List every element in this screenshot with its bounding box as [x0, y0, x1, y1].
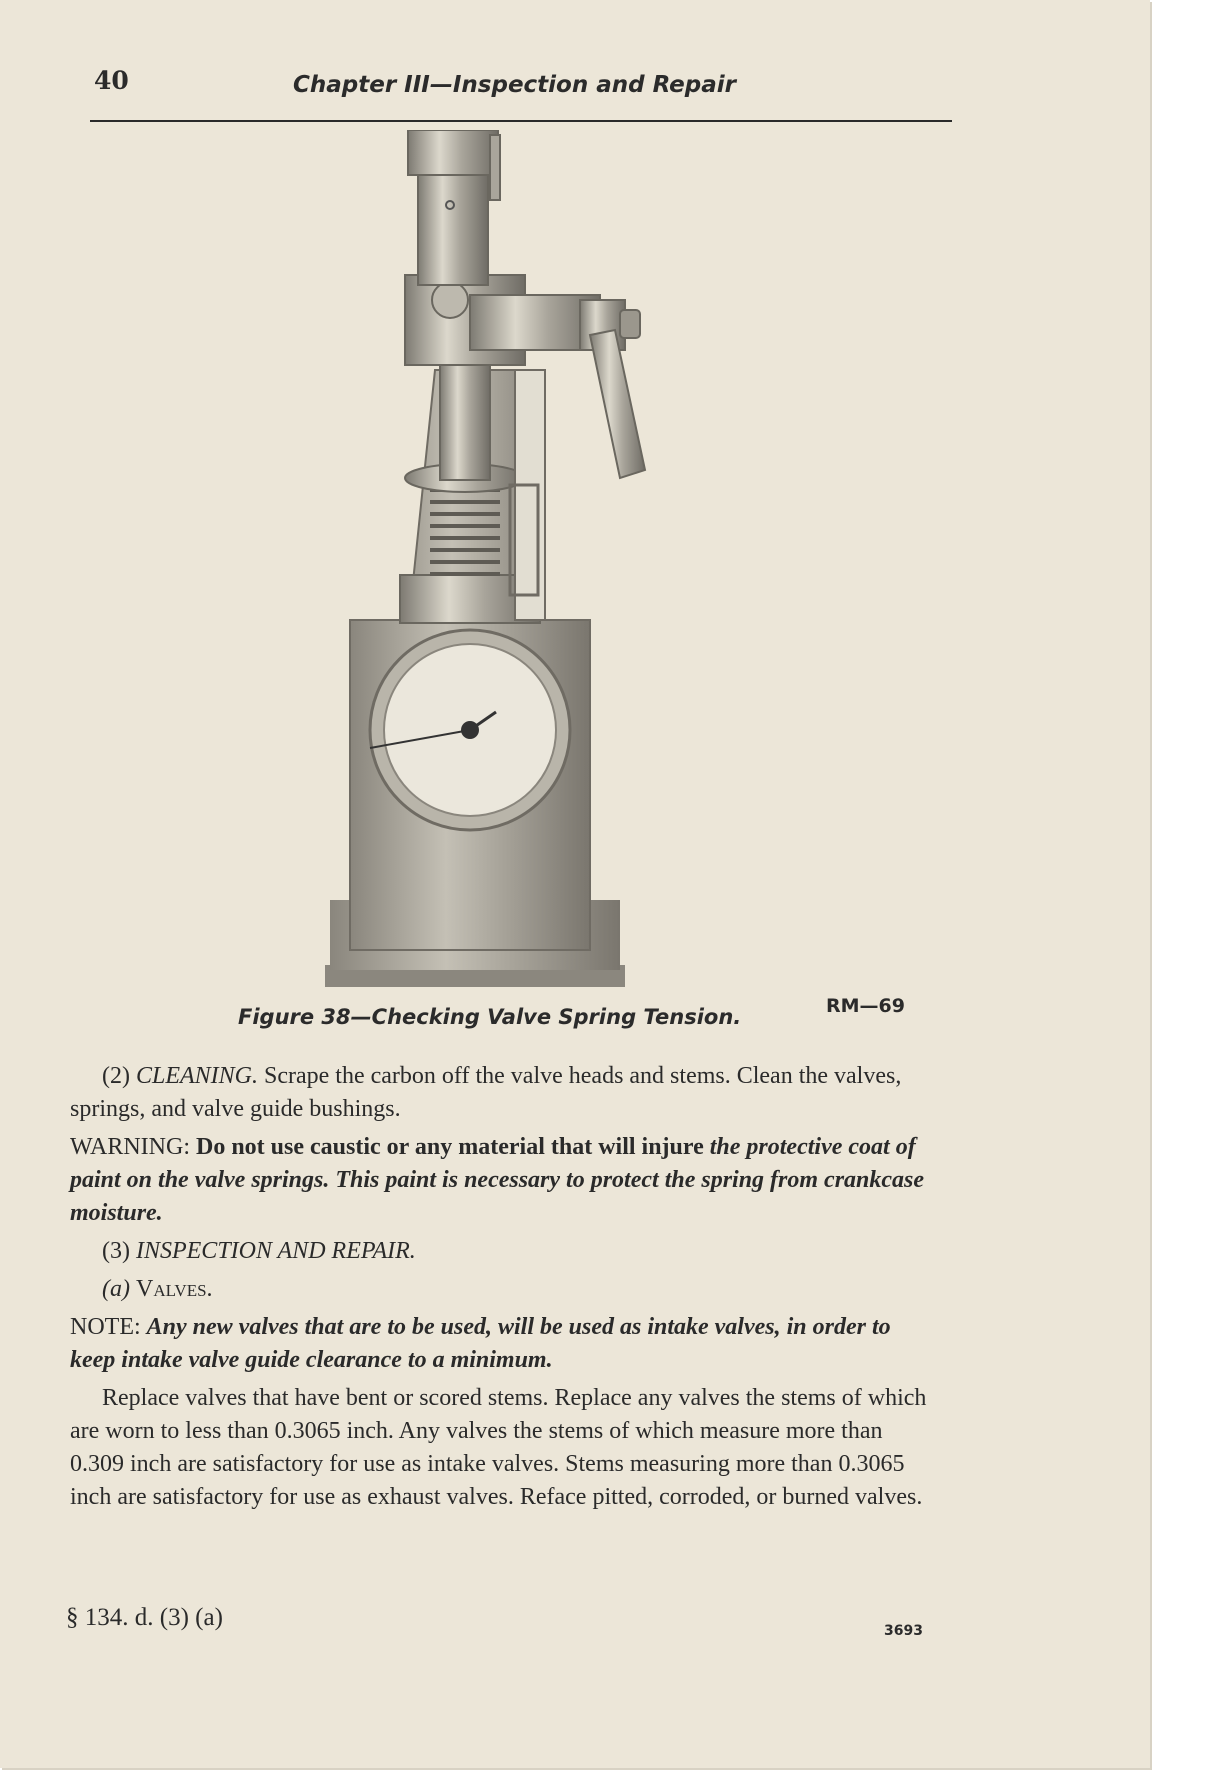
figure-caption: Figure 38—Checking Valve Spring Tension. [238, 1005, 742, 1029]
print-code: 3693 [884, 1623, 923, 1639]
figure-code: RM—69 [826, 995, 905, 1017]
replace-paragraph: Replace valves that have bent or scored stems. Replace any valves the stems of which are worn to less than 0.3065 inch. Any valves the stems of which measure more than 0.309 inch are satisfactory for use as intake valves. Stems measuring more than 0.3065 inch are satisfactory for use as exhaust valves. Reface pitted, corroded, or burned valves. [70, 1385, 927, 1510]
page-header [90, 60, 952, 122]
cleaning-heading: CLEANING. [135, 1063, 258, 1089]
valves-heading-line [70, 1273, 940, 1306]
note-text: Any new valves that are to be used, will be used as intake valves, in order to keep intake valve guide clearance to a minimum. [70, 1314, 891, 1373]
warning-label: WARNING: [70, 1134, 190, 1160]
note-paragraph [70, 1311, 940, 1377]
inspection-heading-line [70, 1235, 940, 1268]
chapter-title: Chapter III—Inspection and Repair [293, 72, 736, 98]
cleaning-paragraph [70, 1060, 940, 1126]
valve-spring-tester-illustration [300, 130, 760, 1000]
section-reference: § 134. d. (3) (a) [66, 1604, 223, 1631]
page-number: 40 [94, 66, 129, 95]
cleaning-number: (2) [102, 1063, 130, 1089]
valve-spring-tester-figure [300, 130, 760, 1000]
body-text [70, 1060, 940, 1519]
warning-paragraph [70, 1131, 940, 1230]
inspection-number: (3) [102, 1238, 130, 1264]
warning-italic-text: the protective coat of paint on the valve springs. This paint is necessary to protect the spring from crankcase moisture. [70, 1134, 925, 1226]
valves-number: (a) [102, 1276, 130, 1302]
note-label: NOTE: [70, 1314, 141, 1340]
valves-heading: Valves. [135, 1276, 213, 1302]
cleaning-text: Scrape the carbon off the valve heads and stems. Clean the valves, springs, and valve guide bushings. [70, 1063, 902, 1122]
warning-bold-text: Do not use caustic or any material that will injure [196, 1134, 704, 1160]
inspection-heading: INSPECTION AND REPAIR. [135, 1238, 416, 1264]
